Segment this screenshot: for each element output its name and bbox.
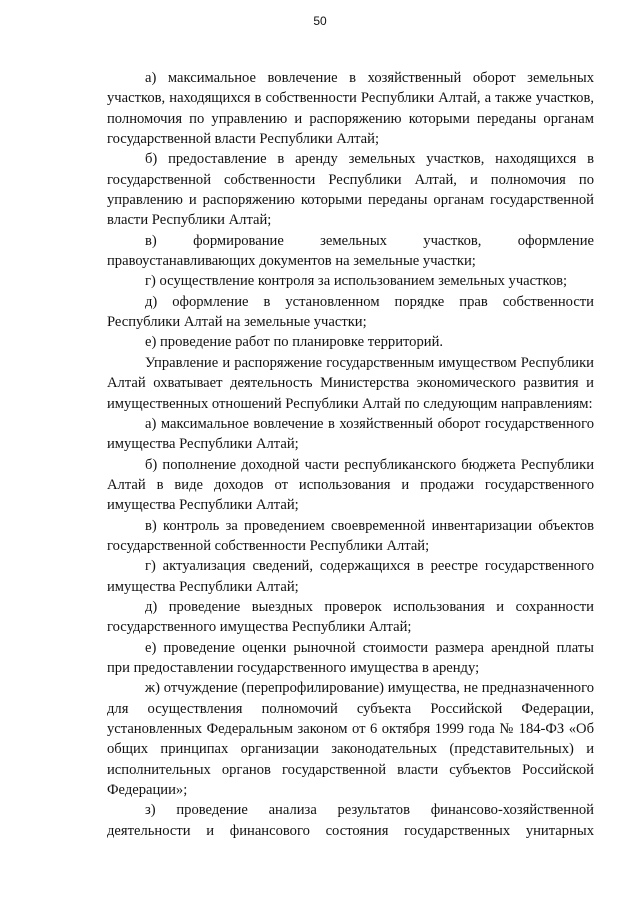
paragraph: в) формирование земельных участков, оформление правоустанавливающих документов на земельные участки; [107, 232, 594, 270]
page-number: 50 [313, 14, 327, 28]
paragraph: Управление и распоряжение государственным имуществом Республики Алтай охватывает деятельность Министерства экономического развития и имущественных отношений Республики Алтай по следующим направлениям: [107, 354, 594, 412]
paragraph: з) проведение анализа результатов финансово-хозяйственной деятельности и финансового состояния государственных унитарных [107, 802, 594, 839]
paragraph: г) осуществление контроля за использованием земельных участков; [145, 273, 568, 290]
paragraph: е) проведение оценки рыночной стоимости размера арендной платы при предоставлении государственного имущества в аренду; [107, 639, 594, 676]
paragraph: б) пополнение доходной части республиканского бюджета Республики Алтай в виде доходов от использования и продажи государственного имущества Республики Алтай; [107, 456, 594, 514]
paragraph: в) контроль за проведением своевременной инвентаризации объектов государственной собственности Республики Алтай; [107, 517, 594, 554]
paragraph: б) предоставление в аренду земельных участков, находящихся в государственной собственности Республики Алтай, и полномочия по управлению и распоряжению которыми переданы органам государственной власти Республики Алтай; [107, 151, 594, 229]
paragraph: д) проведение выездных проверок использования и сохранности государственного имущества Республики Алтай; [107, 598, 594, 636]
document-body [107, 68, 594, 841]
paragraph: а) максимальное вовлечение в хозяйственный оборот земельных участков, находящихся в собственности Республики Алтай, а также участков, полномочия по управлению и распоряжению которыми переданы органам государственной власти Республики Алтай; [107, 70, 594, 148]
paragraph: ж) отчуждение (перепрофилирование) имущества, не предназначенного для осуществления полномочий субъекта Российской Федерации, установленных Федеральным законом от 6 октября 1999 года № 184-ФЗ «Об общих принципах организации законодательных (представительных) и исполнительных органов государственной власти субъектов Российской Федерации»; [107, 680, 594, 799]
paragraph: г) актуализация сведений, содержащихся в реестре государственного имущества Республики Алтай; [107, 558, 594, 595]
paragraph: а) максимальное вовлечение в хозяйственный оборот государственного имущества Республики Алтай; [107, 415, 594, 453]
paragraph: е) проведение работ по планировке территорий. [145, 334, 444, 351]
paragraph: д) оформление в установленном порядке прав собственности Республики Алтай на земельные участки; [107, 293, 594, 331]
